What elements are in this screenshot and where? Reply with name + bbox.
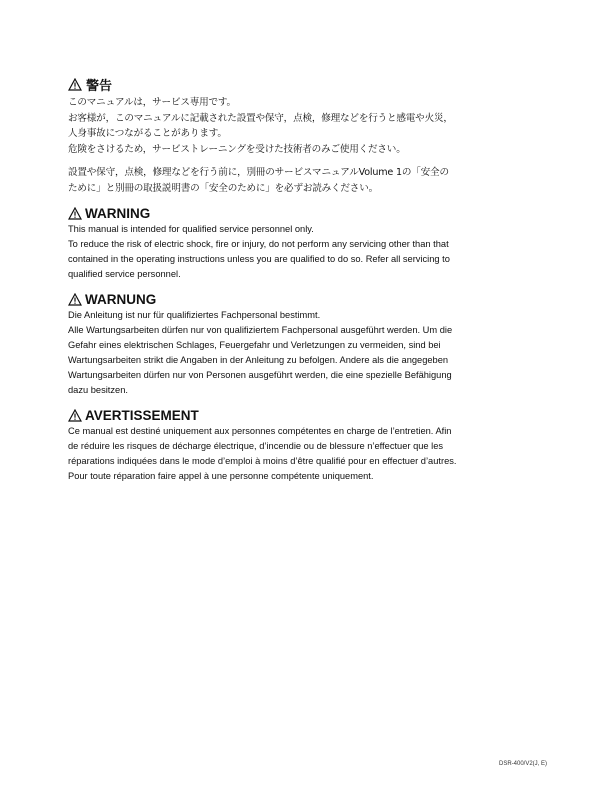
jp-line: お客様が，このマニュアルに記載された設置や保守，点検，修理などを行うと感電や火災，	[68, 112, 453, 124]
avertissement-heading	[68, 406, 552, 424]
warning-heading-text: WARNING	[85, 205, 151, 221]
jp-notice-block	[68, 95, 552, 196]
avertissement-line: Pour toute réparation faire appel à une personne compétente uniquement.	[68, 471, 374, 481]
jp-line: ために」と別冊の取扱説明書の「安全のために」を必ずお読みください。	[68, 182, 378, 194]
warnung-line: Wartungsarbeiten dürfen nur von Personen ausgeführt werden, die eine spezielle Befähigung	[68, 370, 452, 380]
warning-triangle-icon	[68, 207, 82, 220]
warning-line: contained in the operating instructions unless you are qualified to do so. Refer all servicing to	[68, 254, 450, 264]
document-code: DSR-400/V2(J, E)	[498, 761, 547, 767]
warnung-line: Die Anleitung ist nur für qualifiziertes Fachpersonal bestimmt.	[68, 310, 321, 320]
jp-line: 設置や保守，点検，修理などを行う前に，別冊のサービスマニュアルVolume 1の「安全の	[68, 167, 449, 178]
jp-heading-text: 警告	[86, 78, 113, 94]
warning-line: qualified service personnel.	[68, 269, 181, 279]
jp-line: 人身事故につながることがあります。	[68, 128, 227, 139]
jp-line: 危険をさけるため，サービストレーニングを受けた技術者のみご使用ください。	[68, 143, 406, 155]
warnung-line: dazu besitzen.	[68, 385, 128, 395]
jp-line: このマニュアルは，サービス専用です。	[68, 97, 236, 108]
warning-triangle-icon	[68, 293, 82, 306]
avertissement-line: réparations indiquées dans le mode d’emploi à moins d’être qualifié pour en effectuer d’autres.	[68, 456, 457, 466]
warning-line: This manual is intended for qualified service personnel only.	[68, 224, 314, 234]
warning-line: To reduce the risk of electric shock, fire or injury, do not perform any servicing other than that	[68, 239, 449, 249]
warnung-heading	[68, 290, 552, 308]
avertissement-section	[68, 406, 552, 484]
jp-warning-heading	[68, 75, 552, 93]
manual-page	[68, 75, 552, 484]
warning-section	[68, 204, 552, 282]
warnung-line: Gefahr eines elektrischen Schlages, Feuergefahr und Verletzungen zu vermeiden, sind bei	[68, 340, 441, 350]
avertissement-line: de réduire les risques de décharge électrique, d’incendie ou de blessure n’effectuer que les	[68, 441, 444, 451]
spacer	[68, 157, 552, 165]
avertissement-heading-text: AVERTISSEMENT	[85, 407, 199, 423]
warnung-line: Alle Wartungsarbeiten dürfen nur von qualifiziertem Fachpersonal ausgeführt werden. Um die	[68, 325, 453, 335]
warnung-heading-text: WARNUNG	[85, 291, 157, 307]
warning-heading	[68, 204, 552, 222]
avertissement-line: Ce manual est destiné uniquement aux personnes compétentes en charge de l’entretien. Afin	[68, 426, 452, 436]
warning-triangle-icon	[68, 78, 82, 91]
warning-triangle-icon	[68, 409, 82, 422]
warnung-line: Wartungsarbeiten strikt die Angaben in der Anleitung zu befolgen. Andere als die angegeben	[68, 355, 449, 365]
warnung-section	[68, 290, 552, 398]
